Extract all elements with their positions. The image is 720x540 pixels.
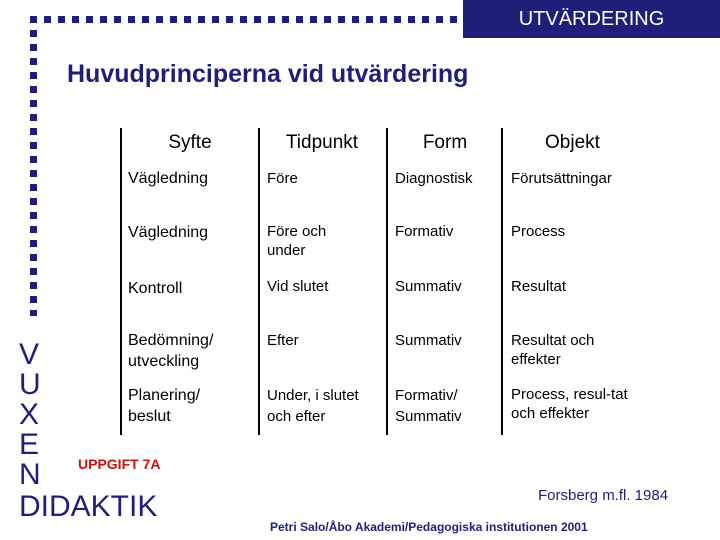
table-cell: Process, resul-tat och effekter xyxy=(511,386,628,422)
table-divider xyxy=(120,128,122,435)
table-cell: Efter xyxy=(267,332,299,349)
dotted-border-left xyxy=(30,16,37,316)
side-letter: U xyxy=(19,368,41,401)
table-cell: Före och under xyxy=(267,223,327,259)
col-header-tidpunkt: Tidpunkt xyxy=(285,132,359,153)
table-cell: Resultat xyxy=(511,278,567,295)
table-cell: Bedömning/ utveckling xyxy=(128,332,214,370)
table-cell: Summativ xyxy=(395,278,462,295)
footer-text: Petri Salo/Åbo Akademi/Pedagogiska institutionen 2001 xyxy=(270,520,588,534)
side-letter: V xyxy=(19,338,40,371)
col-header-form: Form xyxy=(422,132,468,153)
table-cell: Summativ xyxy=(395,332,462,349)
table-cell: Formativ xyxy=(395,223,454,240)
table-divider xyxy=(258,128,260,435)
assignment-label: UPPGIFT 7A xyxy=(78,456,161,472)
brand-didaktik: DIDAKTIK xyxy=(19,490,158,523)
header-banner xyxy=(463,0,720,38)
table-cell: Vägledning xyxy=(128,224,209,241)
table-cell: Resultat och effekter xyxy=(511,332,595,368)
table-cell: Vägledning xyxy=(128,170,209,187)
table-divider xyxy=(501,128,503,435)
table-cell: Planering/ beslut xyxy=(128,387,201,425)
col-header-objekt: Objekt xyxy=(545,132,600,153)
table-cell: Process xyxy=(511,223,566,240)
table-divider xyxy=(386,128,388,435)
side-letter: E xyxy=(19,428,40,461)
table-cell: Under, i slutet och efter xyxy=(267,387,359,425)
col-header-syfte: Syfte xyxy=(168,132,212,153)
table-cell: Före xyxy=(267,170,298,187)
table-cell: Diagnostisk xyxy=(395,170,473,187)
dotted-border-top xyxy=(30,16,470,23)
citation: Forsberg m.fl. 1984 xyxy=(538,487,669,504)
table-cell: Kontroll xyxy=(128,280,183,297)
side-letter: X xyxy=(19,398,40,431)
page-title: Huvudprinciperna vid utvärdering xyxy=(67,60,469,88)
table-cell: Förutsättningar xyxy=(511,170,612,187)
side-letter: N xyxy=(19,458,41,491)
table-cell: Formativ/ Summativ xyxy=(395,387,462,425)
header-label: UTVÄRDERING xyxy=(518,7,665,30)
table-cell: Vid slutet xyxy=(267,278,329,295)
